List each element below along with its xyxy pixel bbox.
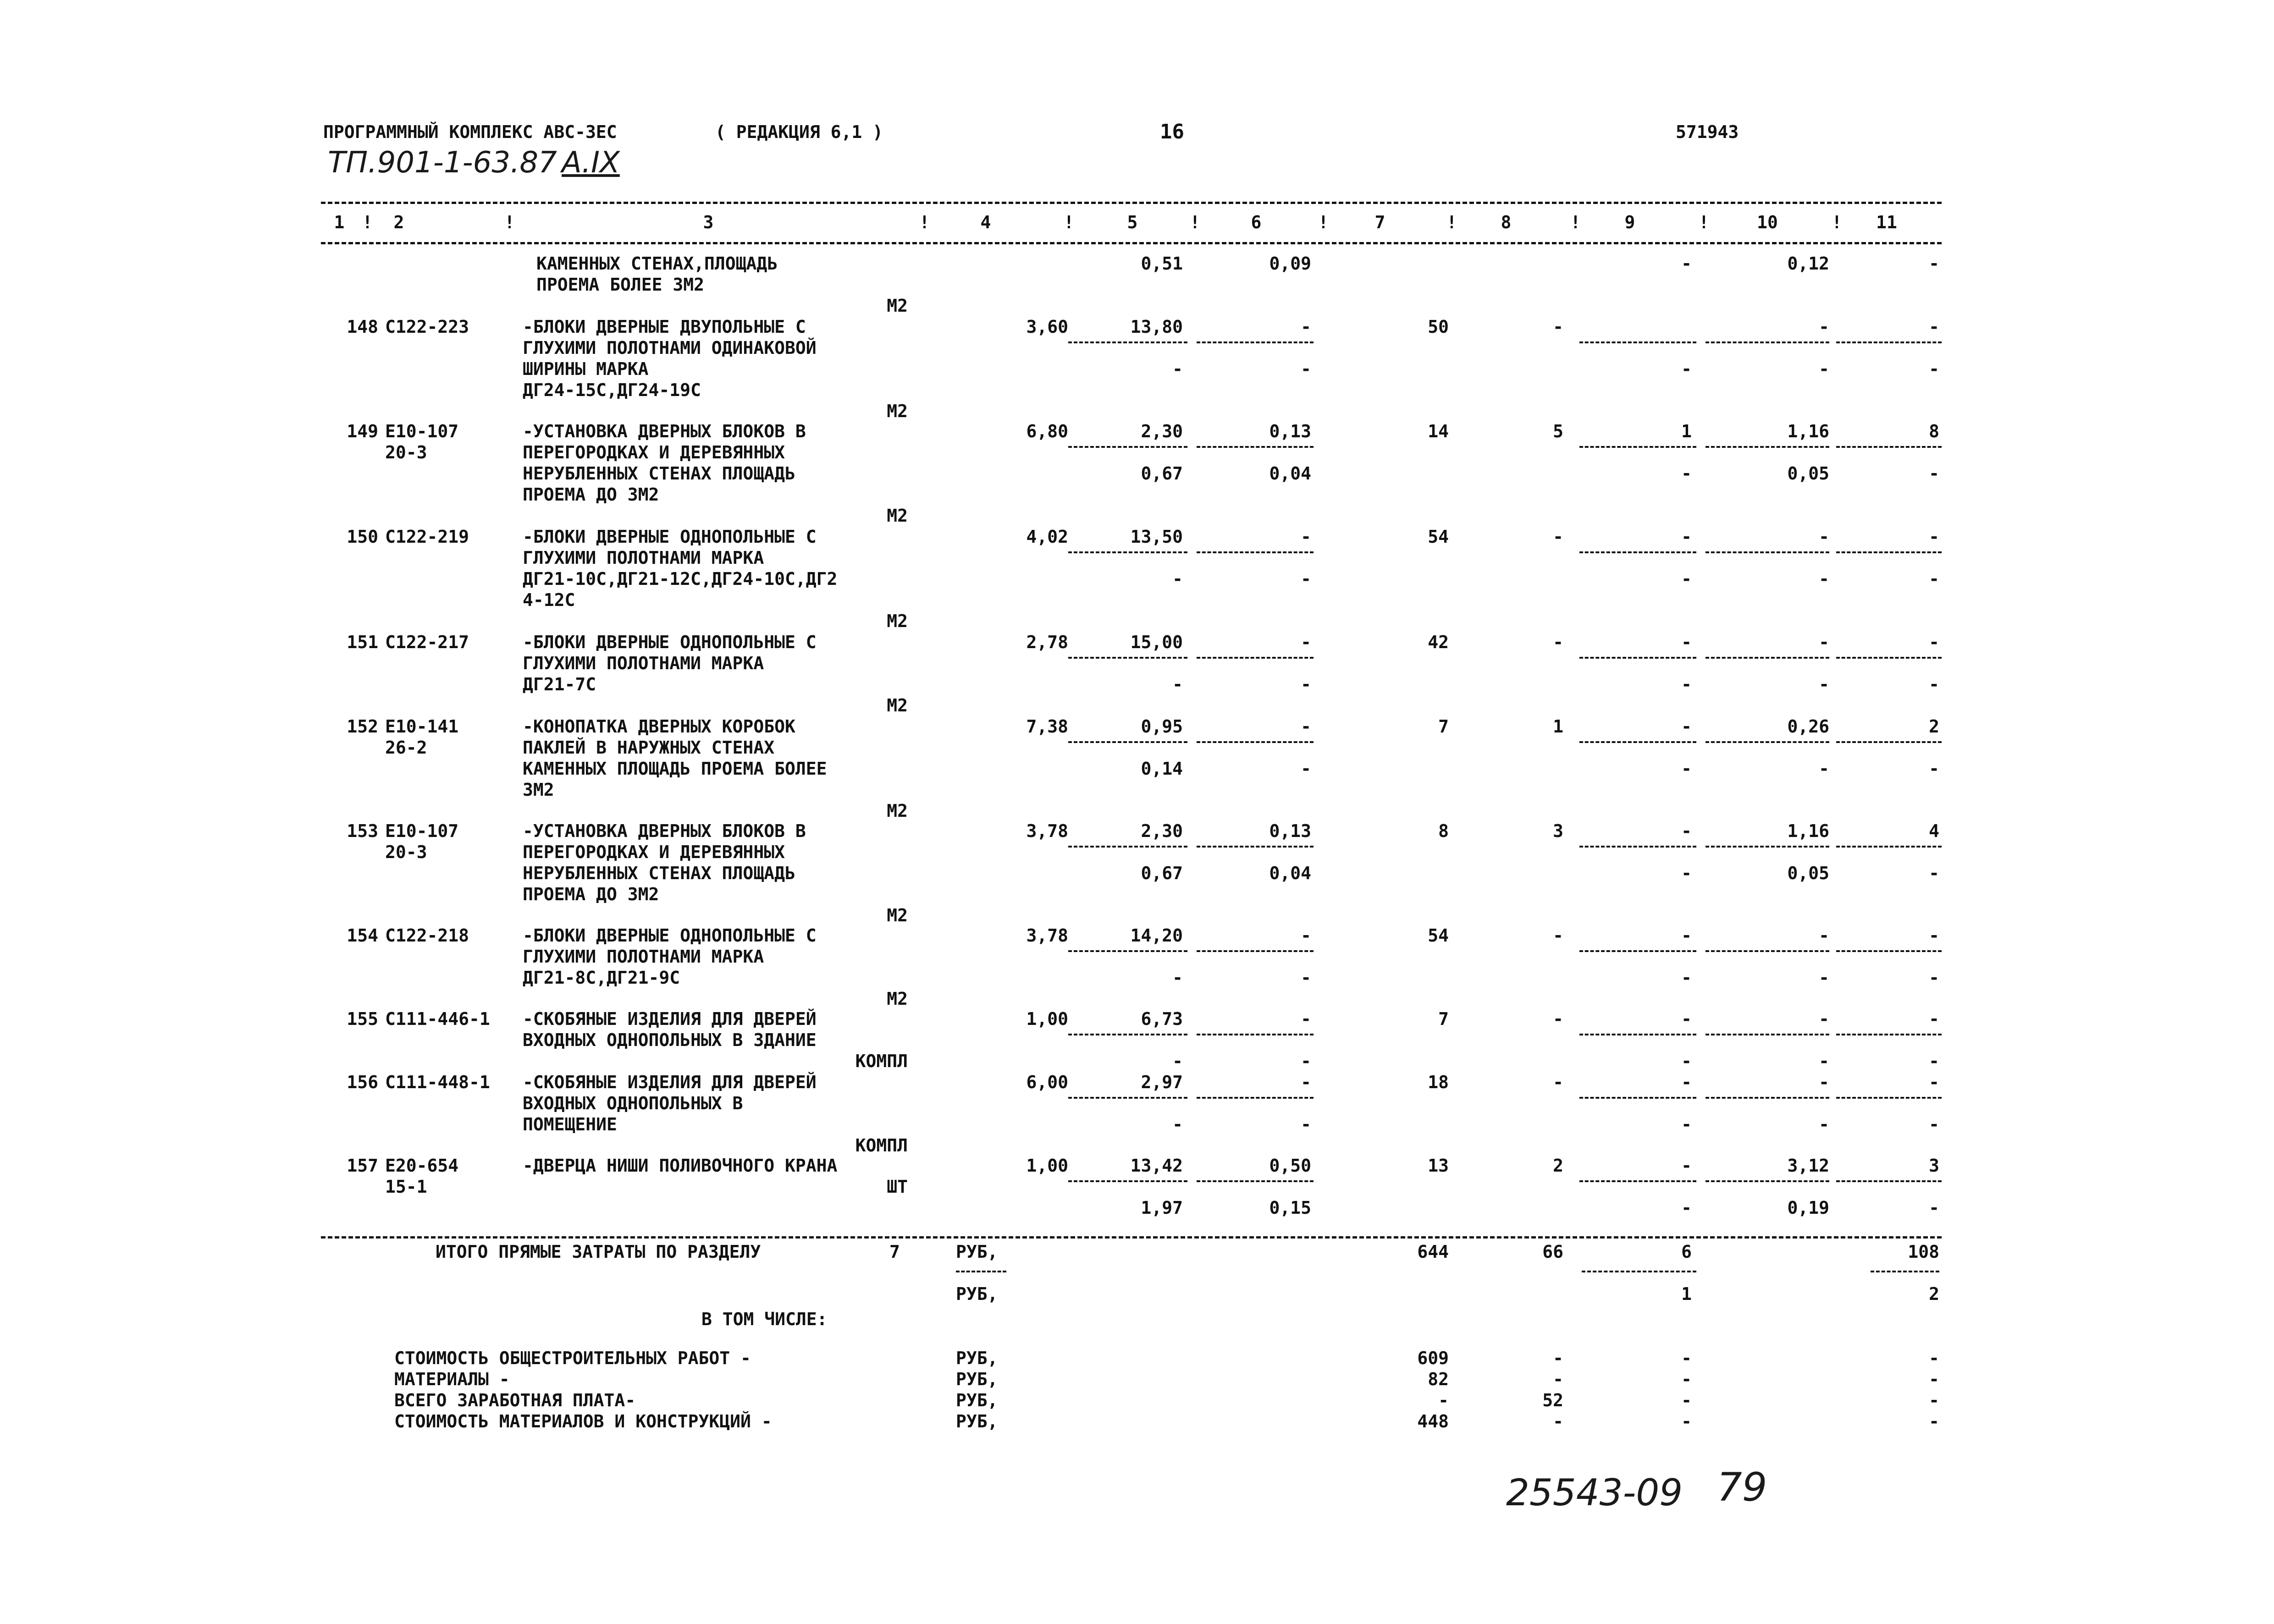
row-col10-bottom: - (1819, 569, 1829, 589)
row-col5-rule (1068, 1180, 1187, 1182)
row-col5-rule (1068, 341, 1187, 343)
totals-col9-b: 1 (1681, 1284, 1692, 1304)
row-number: 149 (347, 421, 378, 441)
row-col11-rule (1836, 1097, 1942, 1099)
row-col6-rule (1197, 950, 1314, 952)
summary-col9: - (1681, 1411, 1692, 1431)
row-quantity: 6,00 (1026, 1072, 1068, 1092)
row-col10-rule (1706, 1180, 1829, 1182)
summary-unit: РУБ, (956, 1369, 998, 1389)
totals-col11: 108 (1908, 1242, 1939, 1262)
summary-col8: - (1553, 1369, 1563, 1389)
row-col11-rule (1836, 446, 1942, 448)
row-number: 157 (347, 1156, 378, 1176)
row-col10-rule (1706, 950, 1829, 952)
summary-label: ВСЕГО ЗАРАБОТНАЯ ПЛАТА- (394, 1390, 636, 1410)
row-col10-bottom: - (1819, 759, 1829, 779)
row-col11-rule (1836, 551, 1942, 553)
page-number: 16 (1160, 120, 1184, 143)
row-code: Е20-654 15-1 (385, 1156, 459, 1197)
summary-col9: - (1681, 1369, 1692, 1389)
row-unit: М2 (887, 506, 908, 526)
summary-col11: - (1929, 1369, 1939, 1389)
row-unit: М2 (887, 296, 908, 316)
row-col11-bottom: - (1929, 863, 1939, 883)
handwritten-album: А.IX (562, 146, 620, 180)
row-col6-top: - (1301, 317, 1311, 337)
row-col5-rule (1068, 657, 1187, 659)
row-col9-rule (1579, 846, 1696, 848)
row-col10-top: - (1819, 1009, 1829, 1029)
column-header-7: 7 (1374, 212, 1385, 232)
summary-label: СТОИМОСТЬ ОБЩЕСТРОИТЕЛЬНЫХ РАБОТ - (394, 1348, 751, 1368)
row-col11-top: 8 (1929, 421, 1939, 441)
row-col11-bottom: - (1929, 1114, 1939, 1134)
column-header-10: 10 (1757, 212, 1778, 232)
row-col9-rule (1579, 1034, 1696, 1035)
column-header-6: 6 (1251, 212, 1262, 232)
row-col11-rule (1836, 341, 1942, 343)
row-unit: М2 (887, 401, 908, 421)
row-quantity: 7,38 (1026, 716, 1068, 737)
summary-col11: - (1929, 1348, 1939, 1368)
column-header-2: 2 (393, 212, 404, 232)
row-quantity: 2,78 (1026, 632, 1068, 652)
row-col8: 2 (1553, 1156, 1563, 1176)
row-col9-top: - (1681, 1009, 1692, 1029)
row-col7: 14 (1428, 421, 1449, 441)
row-col10-bottom: - (1819, 968, 1829, 988)
row-code: Е10-141 26-2 (385, 716, 459, 758)
row-col5-top: 13,80 (1130, 317, 1183, 337)
row-description: -БЛОКИ ДВЕРНЫЕ ОДНОПОЛЬНЫЕ С ГЛУХИМИ ПОЛОТНАМИ МАРКА ДГ21-7С (523, 632, 817, 694)
column-header-8: 8 (1501, 212, 1512, 232)
row-col9-bottom: - (1681, 569, 1692, 589)
including-label: В ТОМ ЧИСЛЕ: (701, 1309, 828, 1329)
row-col7: 8 (1438, 821, 1449, 841)
row-col5-top: 2,30 (1141, 821, 1183, 841)
row-col5-bottom: 0,67 (1141, 863, 1183, 883)
column-separator: ! (504, 212, 515, 232)
column-separator: ! (919, 212, 930, 232)
row-col7: 54 (1428, 527, 1449, 547)
row-col11-bottom: - (1929, 1198, 1939, 1218)
row-col7: 7 (1438, 716, 1449, 737)
summary-col11: - (1929, 1411, 1939, 1431)
row-col5-top: 0,95 (1141, 716, 1183, 737)
column-header-1: 1 (334, 212, 345, 232)
row-number: 154 (347, 925, 378, 946)
document-number: 571943 (1676, 122, 1739, 142)
row-unit: М2 (887, 905, 908, 925)
column-separator: ! (1064, 212, 1074, 232)
totals-label: ИТОГО ПРЯМЫЕ ЗАТРАТЫ ПО РАЗДЕЛУ (436, 1242, 761, 1262)
row-col11-bottom: - (1929, 759, 1939, 779)
row-col11-top: - (1929, 527, 1939, 547)
row-unit: М2 (887, 801, 908, 821)
row-col5-bottom: - (1172, 674, 1183, 694)
row-col10-rule (1706, 341, 1829, 343)
summary-col11: - (1929, 1390, 1939, 1410)
summary-col7: 609 (1417, 1348, 1449, 1368)
row-col11-bottom: - (1929, 253, 1939, 274)
row-col9-rule (1579, 657, 1696, 659)
totals-col11-b: 2 (1929, 1284, 1939, 1304)
row-col9-bottom: - (1681, 674, 1692, 694)
row-col6-rule (1197, 341, 1314, 343)
row-col6-top: - (1301, 1072, 1311, 1092)
row-col11-rule (1836, 657, 1942, 659)
column-separator: ! (1318, 212, 1329, 232)
row-col5-bottom: 0,14 (1141, 759, 1183, 779)
totals-unit-2: РУБ, (956, 1284, 998, 1304)
summary-label: СТОИМОСТЬ МАТЕРИАЛОВ И КОНСТРУКЦИЙ - (394, 1411, 772, 1431)
row-col9-rule (1579, 1180, 1696, 1182)
column-header-11: 11 (1876, 212, 1897, 232)
column-separator: ! (1832, 212, 1842, 232)
row-quantity: 1,00 (1026, 1156, 1068, 1176)
row-col6-rule (1197, 1034, 1314, 1035)
row-col8: 1 (1553, 716, 1563, 737)
row-col10-rule (1706, 1097, 1829, 1099)
row-col9-top: - (1681, 1156, 1692, 1176)
row-col5-rule (1068, 846, 1187, 848)
row-quantity: 1,00 (1026, 1009, 1068, 1029)
totals-col11-rule (1871, 1271, 1939, 1272)
row-col6-bottom: - (1301, 968, 1311, 988)
row-code: С122-219 (385, 527, 469, 547)
row-col5-bottom: - (1172, 1114, 1183, 1134)
row-code: С122-223 (385, 317, 469, 337)
row-col5-rule (1068, 950, 1187, 952)
row-col9-rule (1579, 741, 1696, 743)
row-description: -УСТАНОВКА ДВЕРНЫХ БЛОКОВ В ПЕРЕГОРОДКАХ И ДЕРЕВЯННЫХ НЕРУБЛЕННЫХ СТЕНАХ ПЛОЩАДЬ ПРОЕМА ДО ЗМ2 (523, 821, 806, 904)
row-col11-rule (1836, 846, 1942, 848)
row-col6-top: - (1301, 925, 1311, 946)
summary-col7: - (1438, 1390, 1449, 1410)
row-col10-bottom: - (1819, 359, 1829, 379)
column-separator: ! (362, 212, 373, 232)
row-col10-bottom: - (1819, 1051, 1829, 1071)
row-col10-rule (1706, 741, 1829, 743)
edition-label: ( РЕДАКЦИЯ 6,1 ) (715, 122, 883, 142)
row-col9-bottom: - (1681, 1114, 1692, 1134)
column-separator: ! (1570, 212, 1581, 232)
summary-col7: 448 (1417, 1411, 1449, 1431)
row-number: 153 (347, 821, 378, 841)
row-col11-top: - (1929, 925, 1939, 946)
row-description: КАМЕННЫХ СТЕНАХ,ПЛОЩАДЬ ПРОЕМА БОЛЕЕ ЗМ2 (536, 253, 778, 295)
row-quantity: 3,78 (1026, 925, 1068, 946)
row-col11-rule (1836, 950, 1942, 952)
row-col9-top: 1 (1681, 421, 1692, 441)
row-col7: 42 (1428, 632, 1449, 652)
row-col6-rule (1197, 1097, 1314, 1099)
row-unit: КОМПЛ (855, 1135, 908, 1156)
totals-col9: 6 (1681, 1242, 1692, 1262)
row-col6-rule (1197, 741, 1314, 743)
row-col5-bottom: 0,51 (1141, 253, 1183, 274)
row-col11-top: 2 (1929, 716, 1939, 737)
row-description: -БЛОКИ ДВЕРНЫЕ ДВУПОЛЬНЫЕ С ГЛУХИМИ ПОЛОТНАМИ ОДИНАКОВОЙ ШИРИНЫ МАРКА ДГ24-15С,ДГ24-19С (523, 317, 817, 400)
row-col5-bottom: - (1172, 1051, 1183, 1071)
column-header-9: 9 (1624, 212, 1635, 232)
row-col8: - (1553, 632, 1563, 652)
row-col9-bottom: - (1681, 863, 1692, 883)
row-col9-top: - (1681, 1072, 1692, 1092)
row-col7: 13 (1428, 1156, 1449, 1176)
summary-unit: РУБ, (956, 1390, 998, 1410)
row-description: -БЛОКИ ДВЕРНЫЕ ОДНОПОЛЬНЫЕ С ГЛУХИМИ ПОЛОТНАМИ МАРКА ДГ21-10С,ДГ21-12С,ДГ24-10С,ДГ2 4-12С (523, 527, 838, 610)
row-number: 156 (347, 1072, 378, 1092)
summary-label: МАТЕРИАЛЫ - (394, 1369, 510, 1389)
summary-col8: 52 (1542, 1390, 1563, 1410)
row-description: -КОНОПАТКА ДВЕРНЫХ КОРОБОК ПАКЛЕЙ В НАРУЖНЫХ СТЕНАХ КАМЕННЫХ ПЛОЩАДЬ ПРОЕМА БОЛЕЕ ЗМ2 (523, 716, 827, 800)
totals-section: 7 (889, 1242, 900, 1262)
row-col5-bottom: - (1172, 359, 1183, 379)
row-code: С111-446-1 (385, 1009, 490, 1029)
totals-col7: 644 (1417, 1242, 1449, 1262)
row-col5-rule (1068, 446, 1187, 448)
row-col6-bottom: 0,09 (1269, 253, 1311, 274)
summary-col7: 82 (1428, 1369, 1449, 1389)
row-col9-rule (1579, 446, 1696, 448)
row-code: С122-217 (385, 632, 469, 652)
row-col8: - (1553, 925, 1563, 946)
row-col11-bottom: - (1929, 463, 1939, 484)
row-number: 152 (347, 716, 378, 737)
column-separator: ! (1699, 212, 1709, 232)
row-col11-top: - (1929, 317, 1939, 337)
row-description: -УСТАНОВКА ДВЕРНЫХ БЛОКОВ В ПЕРЕГОРОДКАХ И ДЕРЕВЯННЫХ НЕРУБЛЕННЫХ СТЕНАХ ПЛОЩАДЬ ПРОЕМА ДО ЗМ2 (523, 421, 806, 505)
row-col10-top: - (1819, 1072, 1829, 1092)
row-number: 150 (347, 527, 378, 547)
row-col10-bottom: 0,19 (1787, 1198, 1829, 1218)
row-col9-top: - (1681, 821, 1692, 841)
row-col10-top: - (1819, 317, 1829, 337)
row-code: Е10-107 20-3 (385, 421, 459, 462)
row-col9-top: - (1681, 527, 1692, 547)
row-col11-bottom: - (1929, 674, 1939, 694)
row-col10-rule (1706, 1034, 1829, 1035)
row-col6-bottom: 0,04 (1269, 463, 1311, 484)
row-col8: 3 (1553, 821, 1563, 841)
row-col11-rule (1836, 741, 1942, 743)
row-col6-rule (1197, 446, 1314, 448)
row-col5-bottom: 1,97 (1141, 1198, 1183, 1218)
row-col5-top: 2,97 (1141, 1072, 1183, 1092)
row-col9-bottom: - (1681, 968, 1692, 988)
row-col6-top: - (1301, 716, 1311, 737)
table-top-rule (321, 202, 1942, 204)
row-col5-top: 13,50 (1130, 527, 1183, 547)
row-code: С111-448-1 (385, 1072, 490, 1092)
header-bottom-rule (321, 242, 1942, 244)
row-col10-rule (1706, 551, 1829, 553)
row-col6-bottom: - (1301, 569, 1311, 589)
summary-col9: - (1681, 1390, 1692, 1410)
row-description: -ДВЕРЦА НИШИ ПОЛИВОЧНОГО КРАНА (523, 1156, 838, 1176)
row-col10-top: 0,26 (1787, 716, 1829, 737)
row-col9-rule (1579, 551, 1696, 553)
row-col9-bottom: - (1681, 463, 1692, 484)
row-description: -СКОБЯНЫЕ ИЗДЕЛИЯ ДЛЯ ДВЕРЕЙ ВХОДНЫХ ОДНОПОЛЬНЫХ В ПОМЕЩЕНИЕ (523, 1072, 817, 1134)
row-col5-rule (1068, 1034, 1187, 1035)
row-col5-rule (1068, 551, 1187, 553)
row-col9-bottom: - (1681, 1198, 1692, 1218)
summary-col8: - (1553, 1411, 1563, 1431)
row-unit: М2 (887, 695, 908, 716)
row-col10-top: - (1819, 632, 1829, 652)
summary-col8: - (1553, 1348, 1563, 1368)
row-col10-bottom: - (1819, 1114, 1829, 1134)
row-description: -БЛОКИ ДВЕРНЫЕ ОДНОПОЛЬНЫЕ С ГЛУХИМИ ПОЛОТНАМИ МАРКА ДГ21-8С,ДГ21-9С (523, 925, 817, 988)
row-quantity: 3,78 (1026, 821, 1068, 841)
row-col10-bottom: 0,05 (1787, 463, 1829, 484)
row-number: 151 (347, 632, 378, 652)
row-col11-bottom: - (1929, 968, 1939, 988)
totals-unit-rule (956, 1271, 1006, 1272)
row-col5-top: 6,73 (1141, 1009, 1183, 1029)
row-description: -СКОБЯНЫЕ ИЗДЕЛИЯ ДЛЯ ДВЕРЕЙ ВХОДНЫХ ОДНОПОЛЬНЫХ В ЗДАНИЕ (523, 1009, 817, 1050)
row-col6-rule (1197, 1180, 1314, 1182)
row-col6-bottom: 0,15 (1269, 1198, 1311, 1218)
row-col9-bottom: - (1681, 759, 1692, 779)
row-col6-top: 0,13 (1269, 821, 1311, 841)
row-col11-top: 4 (1929, 821, 1939, 841)
summary-col9: - (1681, 1348, 1692, 1368)
row-col5-top: 15,00 (1130, 632, 1183, 652)
row-col11-top: - (1929, 1072, 1939, 1092)
row-col10-top: - (1819, 925, 1829, 946)
row-col11-bottom: - (1929, 569, 1939, 589)
program-title: ПРОГРАММНЫЙ КОМПЛЕКС АВС-ЗЕС (323, 122, 617, 142)
row-col5-bottom: - (1172, 569, 1183, 589)
row-col10-top: 3,12 (1787, 1156, 1829, 1176)
row-col6-rule (1197, 551, 1314, 553)
row-col7: 7 (1438, 1009, 1449, 1029)
summary-unit: РУБ, (956, 1411, 998, 1431)
row-col10-top: 1,16 (1787, 821, 1829, 841)
row-number: 155 (347, 1009, 378, 1029)
row-quantity: 4,02 (1026, 527, 1068, 547)
row-col6-top: - (1301, 1009, 1311, 1029)
row-col7: 54 (1428, 925, 1449, 946)
row-col9-top: - (1681, 925, 1692, 946)
row-col8: 5 (1553, 421, 1563, 441)
row-col6-top: 0,50 (1269, 1156, 1311, 1176)
row-col10-top: - (1819, 527, 1829, 547)
row-col9-top: - (1681, 716, 1692, 737)
row-col6-bottom: - (1301, 674, 1311, 694)
column-separator: ! (1446, 212, 1457, 232)
row-col5-top: 14,20 (1130, 925, 1183, 946)
row-col11-rule (1836, 1034, 1942, 1035)
row-col6-bottom: 0,04 (1269, 863, 1311, 883)
row-col6-bottom: - (1301, 1051, 1311, 1071)
row-col9-bottom: - (1681, 1051, 1692, 1071)
row-col7: 18 (1428, 1072, 1449, 1092)
row-col6-rule (1197, 657, 1314, 659)
row-quantity: 3,60 (1026, 317, 1068, 337)
row-col8: - (1553, 527, 1563, 547)
row-number: 148 (347, 317, 378, 337)
row-unit: М2 (887, 611, 908, 631)
row-col5-rule (1068, 741, 1187, 743)
handwritten-archive-number: 25543-09 (1506, 1471, 1683, 1514)
row-col6-top: - (1301, 527, 1311, 547)
row-col6-bottom: - (1301, 759, 1311, 779)
row-col9-bottom: - (1681, 253, 1692, 274)
row-col9-rule (1579, 1097, 1696, 1099)
row-code: Е10-107 20-3 (385, 821, 459, 862)
row-col11-top: 3 (1929, 1156, 1939, 1176)
handwritten-project-code: ТП.901-1-63.87 (328, 146, 557, 180)
row-col10-top: 1,16 (1787, 421, 1829, 441)
row-col6-bottom: - (1301, 359, 1311, 379)
row-col5-bottom: 0,67 (1141, 463, 1183, 484)
row-col11-top: - (1929, 632, 1939, 652)
row-col11-bottom: - (1929, 359, 1939, 379)
row-col6-bottom: - (1301, 1114, 1311, 1134)
row-col9-top: - (1681, 632, 1692, 652)
row-quantity: 6,80 (1026, 421, 1068, 441)
totals-col8: 66 (1542, 1242, 1563, 1262)
column-separator: ! (1190, 212, 1200, 232)
row-col10-rule (1706, 657, 1829, 659)
row-col10-rule (1706, 846, 1829, 848)
summary-unit: РУБ, (956, 1348, 998, 1368)
row-col6-top: - (1301, 632, 1311, 652)
row-col8: - (1553, 317, 1563, 337)
row-col8: - (1553, 1072, 1563, 1092)
totals-top-rule (321, 1236, 1942, 1239)
row-col9-rule (1579, 341, 1696, 343)
totals-unit: РУБ, (956, 1242, 998, 1262)
handwritten-page-number: 79 (1717, 1464, 1767, 1510)
row-col10-rule (1706, 446, 1829, 448)
row-col6-top: 0,13 (1269, 421, 1311, 441)
row-col10-bottom: 0,05 (1787, 863, 1829, 883)
row-unit: ШТ (887, 1177, 908, 1197)
row-col11-top: - (1929, 1009, 1939, 1029)
totals-col9-rule (1582, 1271, 1696, 1272)
column-header-4: 4 (980, 212, 991, 232)
column-header-5: 5 (1127, 212, 1138, 232)
row-col11-rule (1836, 1180, 1942, 1182)
row-col9-bottom: - (1681, 359, 1692, 379)
row-col5-top: 2,30 (1141, 421, 1183, 441)
column-header-3: 3 (703, 212, 714, 232)
row-col11-bottom: - (1929, 1051, 1939, 1071)
row-unit: КОМПЛ (855, 1051, 908, 1071)
row-col7: 50 (1428, 317, 1449, 337)
row-col5-bottom: - (1172, 968, 1183, 988)
row-col10-bottom: 0,12 (1787, 253, 1829, 274)
row-col8: - (1553, 1009, 1563, 1029)
row-unit: М2 (887, 989, 908, 1009)
row-col6-rule (1197, 846, 1314, 848)
row-col9-rule (1579, 950, 1696, 952)
row-code: С122-218 (385, 925, 469, 946)
row-col10-bottom: - (1819, 674, 1829, 694)
row-col5-top: 13,42 (1130, 1156, 1183, 1176)
row-col5-rule (1068, 1097, 1187, 1099)
